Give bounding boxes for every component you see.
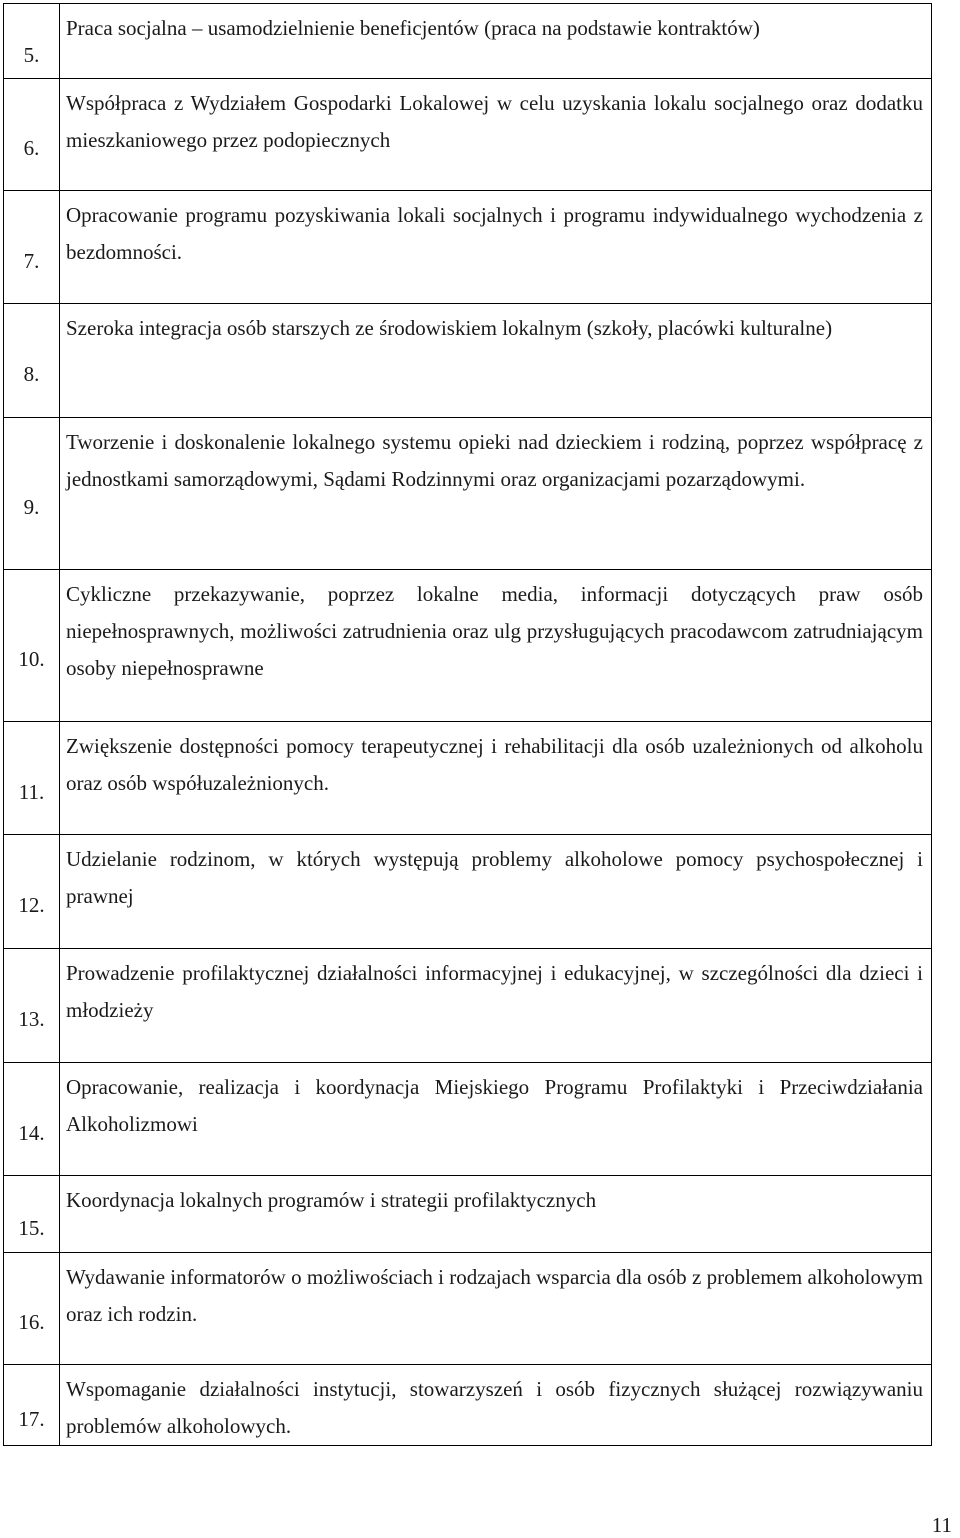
row-number-cell: [4, 1063, 60, 1176]
row-number: 7.: [23, 248, 40, 273]
task-description: Prowadzenie profilaktycznej działalności informacyjnej i edukacyjnej, w szczególności dla dzieci i młodzieży: [66, 961, 923, 1022]
row-number: 15.: [18, 1215, 45, 1240]
row-number-cell: [4, 304, 60, 418]
task-description-cell: [60, 191, 932, 304]
task-description-cell: [60, 722, 932, 835]
row-number-cell: [4, 570, 60, 722]
table-row: [4, 4, 932, 79]
task-description-cell: [60, 1253, 932, 1365]
row-number: 5.: [23, 42, 40, 67]
task-description: Współpraca z Wydziałem Gospodarki Lokalowej w celu uzyskania lokalu socjalnego oraz dodatku mieszkaniowego przez podopiecznych: [66, 91, 923, 152]
table-row: [4, 79, 932, 191]
row-number-cell: [4, 4, 60, 79]
row-number: 8.: [23, 362, 40, 386]
task-description-cell: [60, 1365, 932, 1446]
task-description: Koordynacja lokalnych programów i strategii profilaktycznych: [66, 1188, 597, 1212]
task-description: Wydawanie informatorów o możliwościach i rodzajach wsparcia dla osób z problemem alkoholowym oraz ich rodzin.: [66, 1265, 923, 1326]
row-number-cell: [4, 835, 60, 949]
task-description: Udzielanie rodzinom, w których występują problemy alkoholowe pomocy psychospołecznej i prawnej: [66, 847, 923, 908]
task-description: Opracowanie programu pozyskiwania lokali socjalnych i programu indywidualnego wychodzenia z bezdomności.: [66, 203, 923, 264]
task-description: Opracowanie, realizacja i koordynacja Miejskiego Programu Profilaktyki i Przeciwdziałania Alkoholizmowi: [66, 1075, 923, 1136]
row-number-cell: [4, 418, 60, 570]
row-number: 9.: [23, 495, 40, 519]
table-row: [4, 418, 932, 570]
task-description: Zwiększenie dostępności pomocy terapeutycznej i rehabilitacji dla osób uzależnionych od alkoholu oraz osób współuzależnionych.: [66, 734, 923, 795]
table-row: [4, 1365, 932, 1446]
row-number-cell: [4, 722, 60, 835]
table-row: [4, 722, 932, 835]
task-description: Cykliczne przekazywanie, poprzez lokalne media, informacji dotyczących praw osób niepełnosprawnych, możliwości zatrudnienia oraz ulg przysługujących pracodawcom zatrudniającym osoby niepełnosprawne: [66, 582, 923, 680]
row-number-cell: [4, 1176, 60, 1253]
task-description-cell: [60, 949, 932, 1063]
task-description: Szeroka integracja osób starszych ze środowiskiem lokalnym (szkoły, placówki kulturalne): [66, 316, 833, 340]
table-row: [4, 835, 932, 949]
task-description: Wspomaganie działalności instytucji, stowarzyszeń i osób fizycznych służącej rozwiązywaniu problemów alkoholowych.: [66, 1377, 923, 1438]
table-row: [4, 191, 932, 304]
table-row: [4, 949, 932, 1063]
table-row: [4, 570, 932, 722]
task-table: [3, 3, 932, 1446]
task-description-cell: [60, 79, 932, 191]
task-description-cell: [60, 418, 932, 570]
row-number: 10.: [18, 647, 45, 671]
task-description-cell: [60, 1063, 932, 1176]
task-description-cell: [60, 304, 932, 418]
table-row: [4, 1063, 932, 1176]
row-number-cell: [4, 1253, 60, 1365]
row-number-cell: [4, 79, 60, 191]
table-row: [4, 1176, 932, 1253]
row-number-cell: [4, 1365, 60, 1446]
task-description-cell: [60, 1176, 932, 1253]
task-description-cell: [60, 570, 932, 722]
row-number: 17.: [18, 1406, 45, 1431]
table-row: [4, 1253, 932, 1365]
row-number: 14.: [18, 1120, 45, 1145]
row-number-cell: [4, 191, 60, 304]
page-number: 11: [931, 1513, 952, 1537]
row-number: 13.: [18, 1007, 45, 1031]
row-number: 6.: [23, 136, 40, 160]
task-description: Tworzenie i doskonalenie lokalnego systemu opieki nad dzieckiem i rodziną, poprzez współpracę z jednostkami samorządowymi, Sądami Rodzinnymi oraz organizacjami pozarządowymi.: [66, 430, 923, 491]
row-number-cell: [4, 949, 60, 1063]
task-description-cell: [60, 4, 932, 79]
table-row: [4, 304, 932, 418]
task-description-cell: [60, 835, 932, 949]
row-number: 11.: [18, 779, 45, 804]
task-description: Praca socjalna – usamodzielnienie beneficjentów (praca na podstawie kontraktów): [66, 16, 760, 40]
row-number: 16.: [18, 1310, 45, 1334]
row-number: 12.: [18, 893, 45, 917]
